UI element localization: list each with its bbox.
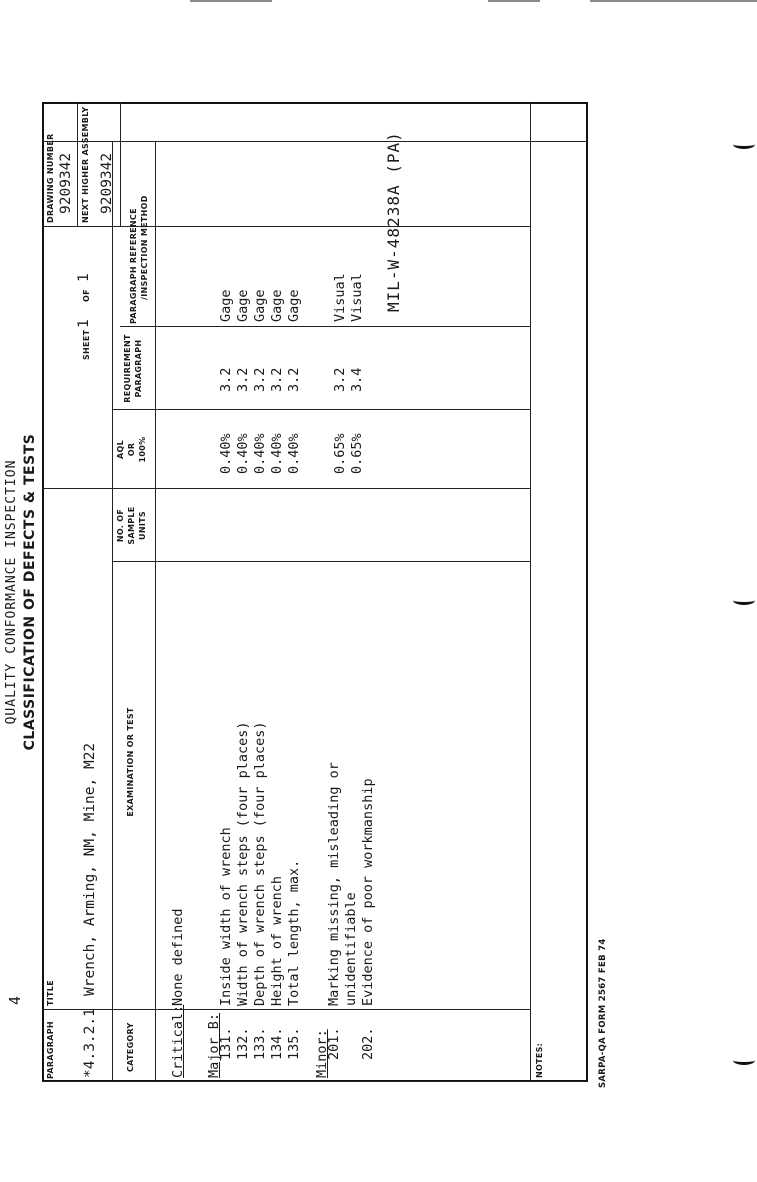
row-req: 3.2 bbox=[235, 367, 251, 392]
rule bbox=[112, 561, 530, 562]
row-number: 134. bbox=[269, 1027, 285, 1060]
heading-line1: QUALITY CONFORMANCE INSPECTION bbox=[4, 459, 19, 725]
row-method: Gage bbox=[252, 289, 268, 322]
label-sheet: SHEET bbox=[82, 329, 91, 360]
scan-line bbox=[190, 0, 272, 2]
row-aql: 0.65% bbox=[349, 433, 365, 474]
rule bbox=[77, 102, 78, 227]
label-paragraph: PARAGRAPH bbox=[46, 1021, 55, 1079]
row-text: Height of wrench bbox=[269, 875, 285, 1006]
label-of: OF bbox=[82, 289, 91, 302]
minor-method bbox=[332, 273, 366, 322]
row-aql: 0.40% bbox=[269, 433, 285, 474]
title-value: Wrench, Arming, NM, Mine, M22 bbox=[82, 742, 98, 996]
row-method: Gage bbox=[286, 289, 302, 322]
major-method bbox=[218, 289, 303, 322]
rule bbox=[42, 1081, 588, 1082]
label-no-of-sample-units: NO. OF SAMPLE UNITS bbox=[116, 506, 147, 545]
row-number: 135. bbox=[286, 1027, 302, 1060]
row-method: Gage bbox=[235, 289, 251, 322]
label-title: TITLE bbox=[46, 980, 55, 1006]
row-aql: 0.40% bbox=[286, 433, 302, 474]
drawing-number-value: 9209342 bbox=[58, 152, 74, 214]
of-value: 1 bbox=[76, 273, 92, 282]
form-footer: SARPA-QA FORM 2567 FEB 74 bbox=[598, 938, 608, 1088]
row-aql: 0.65% bbox=[332, 433, 348, 474]
label-drawing-number: DRAWING NUMBER bbox=[46, 133, 55, 223]
row-aql: 0.40% bbox=[218, 433, 234, 474]
row-method: Visual bbox=[332, 273, 348, 322]
critical-text: None defined bbox=[170, 908, 186, 1006]
label-category: CATEGORY bbox=[126, 1022, 135, 1072]
row-number: 201. bbox=[326, 1027, 342, 1060]
rule bbox=[42, 1009, 530, 1010]
row-number: 131. bbox=[218, 1027, 234, 1060]
row-req: 3.2 bbox=[286, 367, 302, 392]
label-aql: AQL OR 100% bbox=[116, 436, 147, 463]
major-aql bbox=[218, 433, 303, 474]
row-number: 132. bbox=[235, 1027, 251, 1060]
inspection-form bbox=[4, 102, 608, 1088]
rule bbox=[112, 142, 113, 1082]
punch-hole-mark bbox=[733, 1056, 755, 1065]
rule bbox=[42, 141, 588, 142]
row-req: 3.4 bbox=[349, 367, 365, 392]
form-frame bbox=[42, 102, 588, 1082]
row-number: 133. bbox=[252, 1027, 268, 1060]
heading-line2: CLASSIFICATION OF DEFECTS & TESTS bbox=[22, 433, 38, 751]
row-method: Visual bbox=[349, 273, 365, 322]
label-examination-or-test: EXAMINATION OR TEST bbox=[126, 707, 135, 817]
rule bbox=[112, 409, 530, 410]
label-requirement-paragraph: REQUIREMENT PARAGRAPH bbox=[123, 334, 143, 403]
rule bbox=[120, 326, 530, 327]
next-higher-assembly-value: 9209342 bbox=[99, 152, 115, 214]
sheet-value: 1 bbox=[76, 319, 92, 328]
rule bbox=[530, 102, 531, 1082]
label-paragraph-reference: PARAGRAPH REFERENCE /INSPECTION METHOD bbox=[129, 195, 149, 324]
row-req: 3.2 bbox=[332, 367, 348, 392]
category-critical: Critical: bbox=[170, 1004, 186, 1078]
page-number: 4 bbox=[6, 995, 24, 1005]
row-text: Marking missing, misleading or bbox=[326, 762, 342, 1006]
major-req bbox=[218, 368, 303, 392]
minor-aql bbox=[332, 433, 366, 474]
rule bbox=[120, 102, 121, 227]
rule bbox=[42, 226, 530, 227]
row-aql: 0.40% bbox=[235, 433, 251, 474]
row-method: Gage bbox=[218, 289, 234, 322]
major-numbers bbox=[218, 1027, 303, 1060]
paragraph-value: *4.3.2.1 bbox=[82, 1008, 98, 1078]
label-notes: NOTES: bbox=[535, 1042, 544, 1078]
row-text: Total length, max. bbox=[286, 859, 302, 1006]
row-text: unidentifiable bbox=[343, 892, 359, 1006]
punch-hole-mark bbox=[733, 140, 755, 149]
row-aql: 0.40% bbox=[252, 433, 268, 474]
row-text: Inside width of wrench bbox=[218, 827, 234, 1006]
scan-line bbox=[488, 0, 540, 2]
row-number: 202. bbox=[360, 1027, 376, 1060]
minor-text-1 bbox=[326, 762, 360, 1006]
document-id: MIL-W-48238A (PA) bbox=[384, 131, 403, 312]
row-text: Width of wrench steps (four places) bbox=[235, 721, 251, 1006]
row-req: 3.2 bbox=[269, 367, 285, 392]
row-text: Depth of wrench steps (four places) bbox=[252, 721, 268, 1006]
row-method: Gage bbox=[269, 289, 285, 322]
category-major: Major B: bbox=[206, 1012, 222, 1078]
scan-line bbox=[590, 0, 757, 2]
row-req: 3.2 bbox=[252, 367, 268, 392]
rule bbox=[155, 142, 156, 1082]
row-text: Evidence of poor workmanship bbox=[360, 778, 376, 1006]
label-next-higher-assembly: NEXT HIGHER ASSEMBLY bbox=[81, 106, 90, 223]
minor-req bbox=[332, 368, 366, 392]
major-texts bbox=[218, 722, 303, 1006]
punch-hole-mark bbox=[733, 596, 755, 605]
row-req: 3.2 bbox=[218, 367, 234, 392]
category-minor: Minor: bbox=[314, 1029, 330, 1078]
